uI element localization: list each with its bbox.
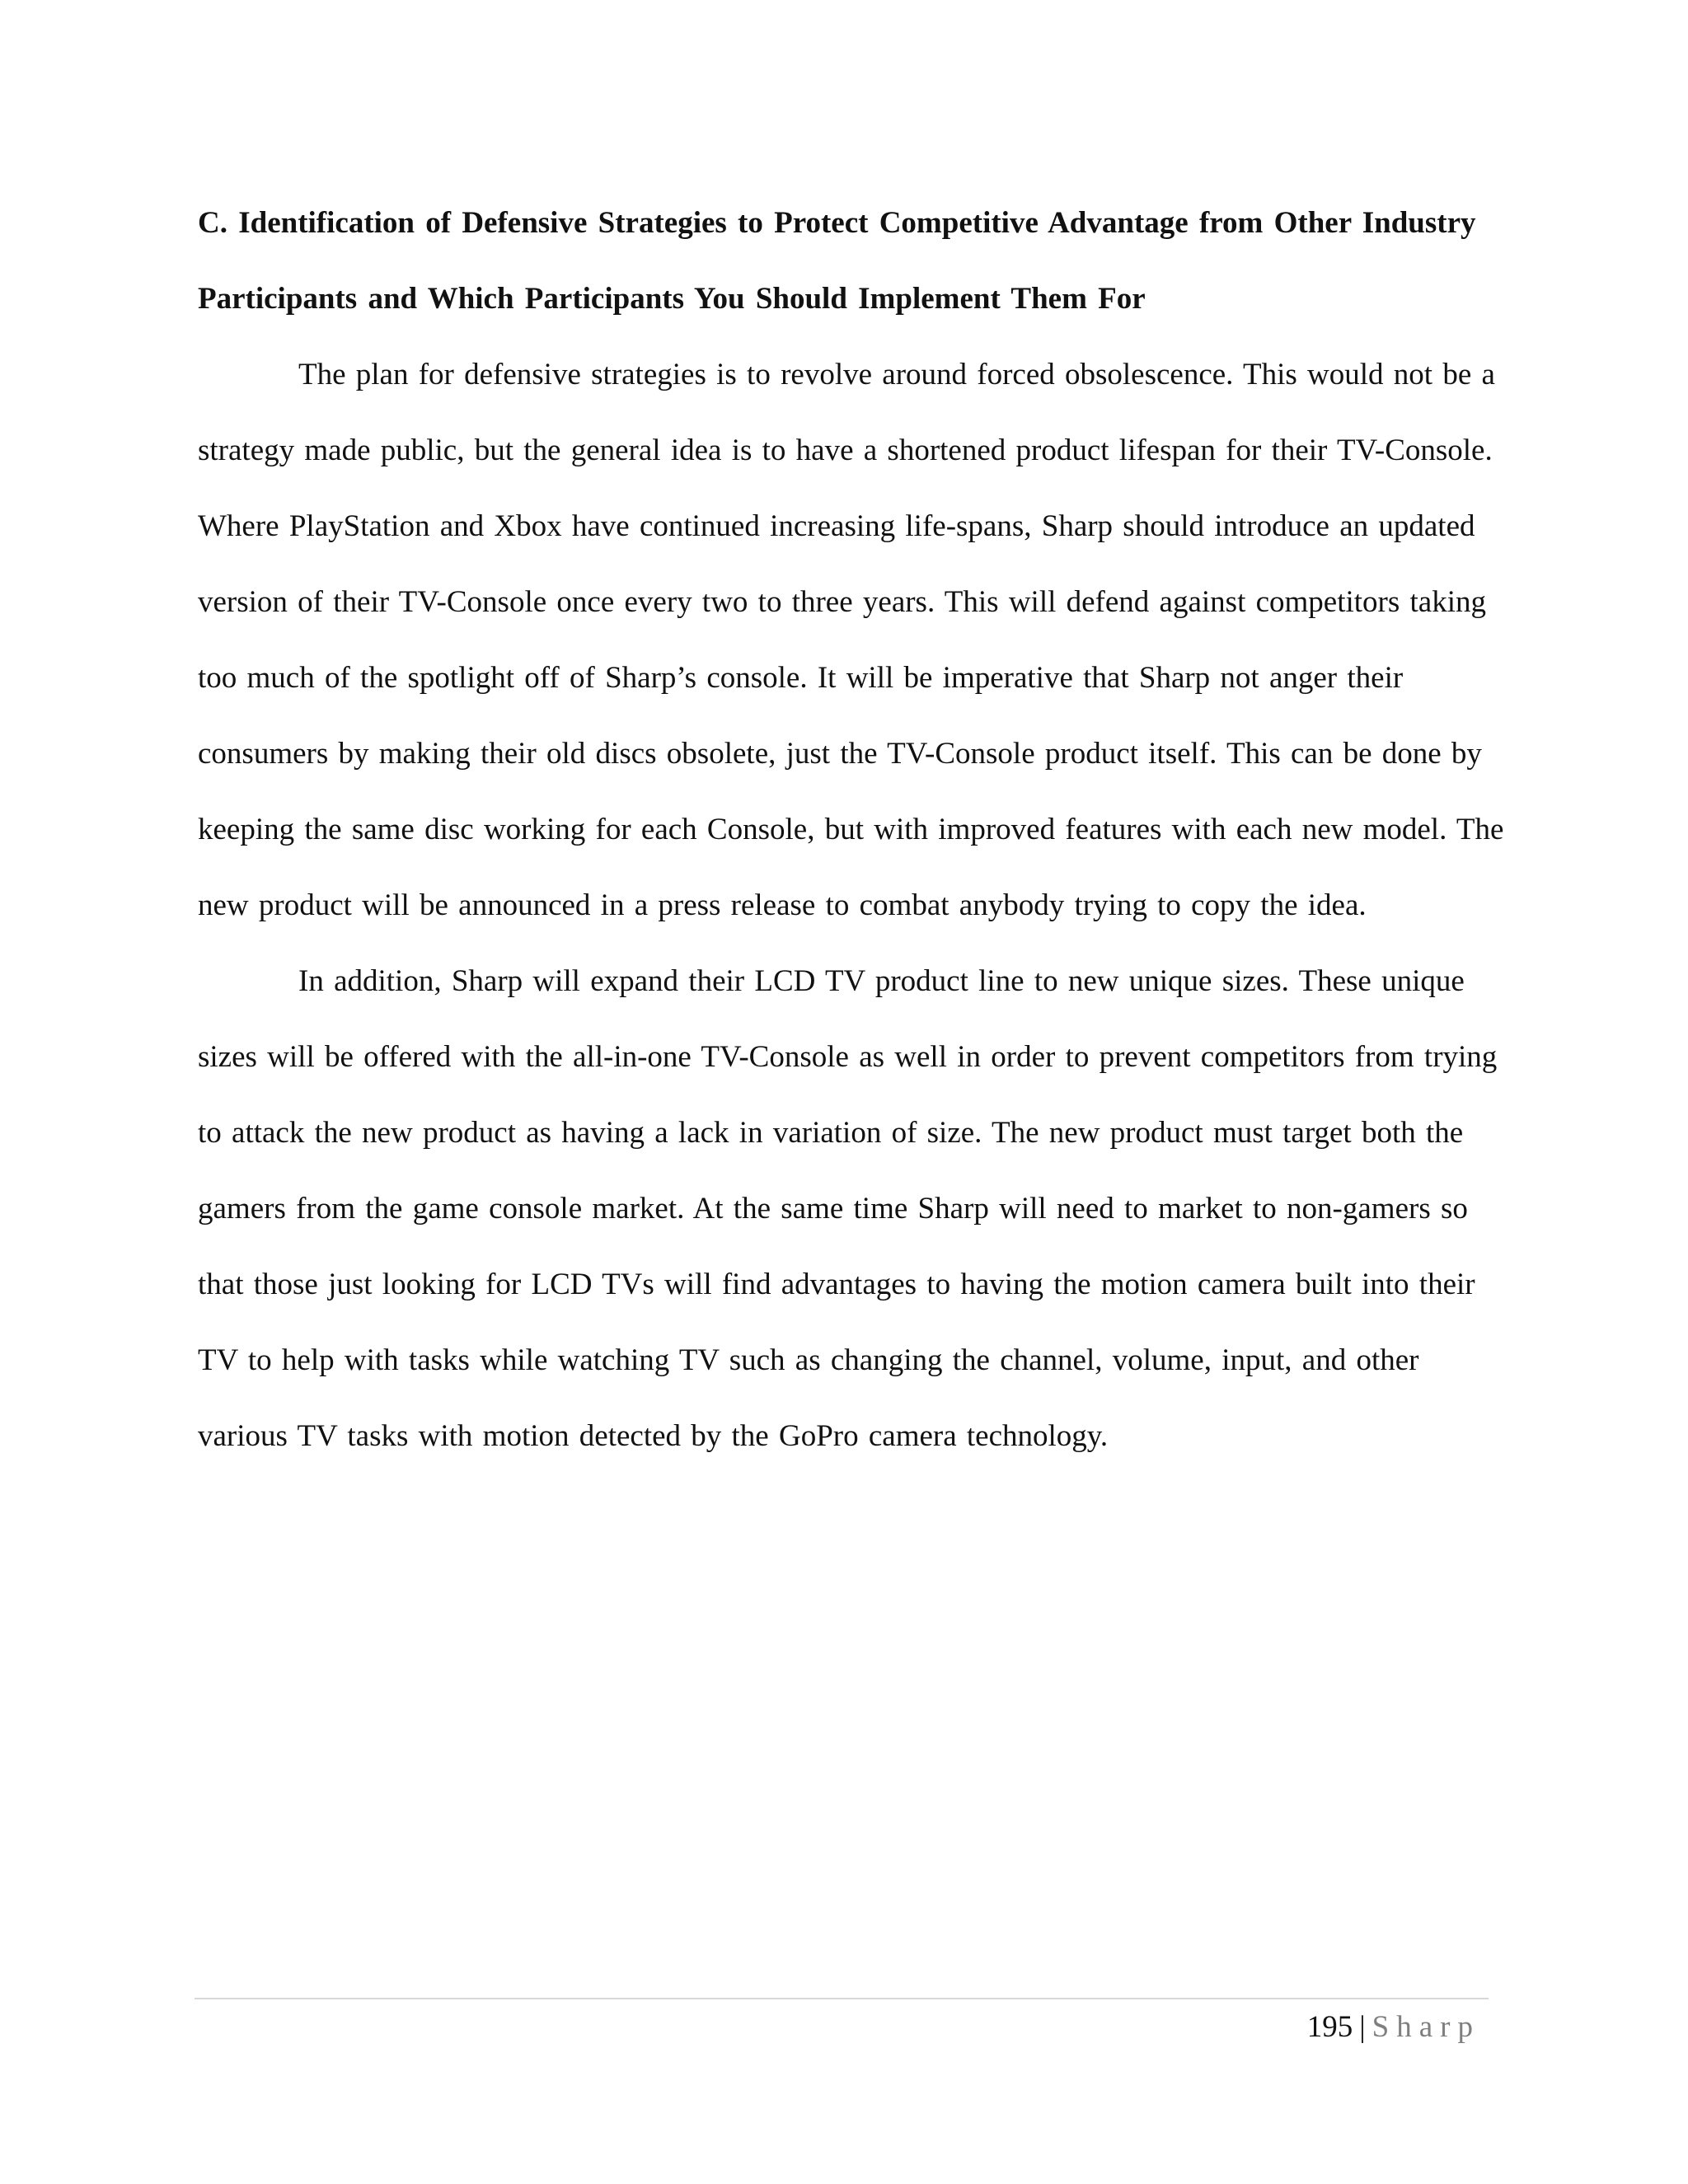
page-footer (1307, 2004, 1480, 2050)
footer-divider (195, 1998, 1489, 1999)
paragraph-1: The plan for defensive strategies is to revolve around forced obsolescence. This would not be a strategy made public, but the general idea is to have a shortened product lifespan for their TV-Console. Where PlayStation and Xbox have continued increasing life-spans, Sharp should introduce an updated version of their TV-Console once every two to three years. This will defend against competitors taking too much of the spotlight off of Sharp’s console. It will be imperative that Sharp not anger their consumers by making their old discs obsolete, just the TV-Console product itself. This can be done by keeping the same disc working for each Console, but with improved features with each new model. The new product will be announced in a press release to combat anybody trying to copy the idea. (198, 358, 1504, 922)
page-number: 195 (1306, 2010, 1353, 2044)
running-title: Sharp (1372, 2010, 1480, 2044)
page-body (198, 185, 1508, 1474)
section-heading: C. Identification of Defensive Strategies to Protect Competitive Advantage from Other Industry Participants and Which Participants You Should Implement Them For (198, 206, 1476, 316)
footer-separator: | (1359, 2010, 1366, 2044)
paragraph-2: In addition, Sharp will expand their LCD TV product line to new unique sizes. These unique sizes will be offered with the all-in-one TV-Console as well in order to prevent competitors from trying to attack the new product as having a lack in variation of size. The new product must target both the gamers from the game console market. At the same time Sharp will need to market to non-gamers so that those just looking for LCD TVs will find advantages to having the motion camera built into their TV to help with tasks while watching TV such as changing the channel, volume, input, and other various TV tasks with motion detected by the GoPro camera technology. (198, 964, 1498, 1453)
